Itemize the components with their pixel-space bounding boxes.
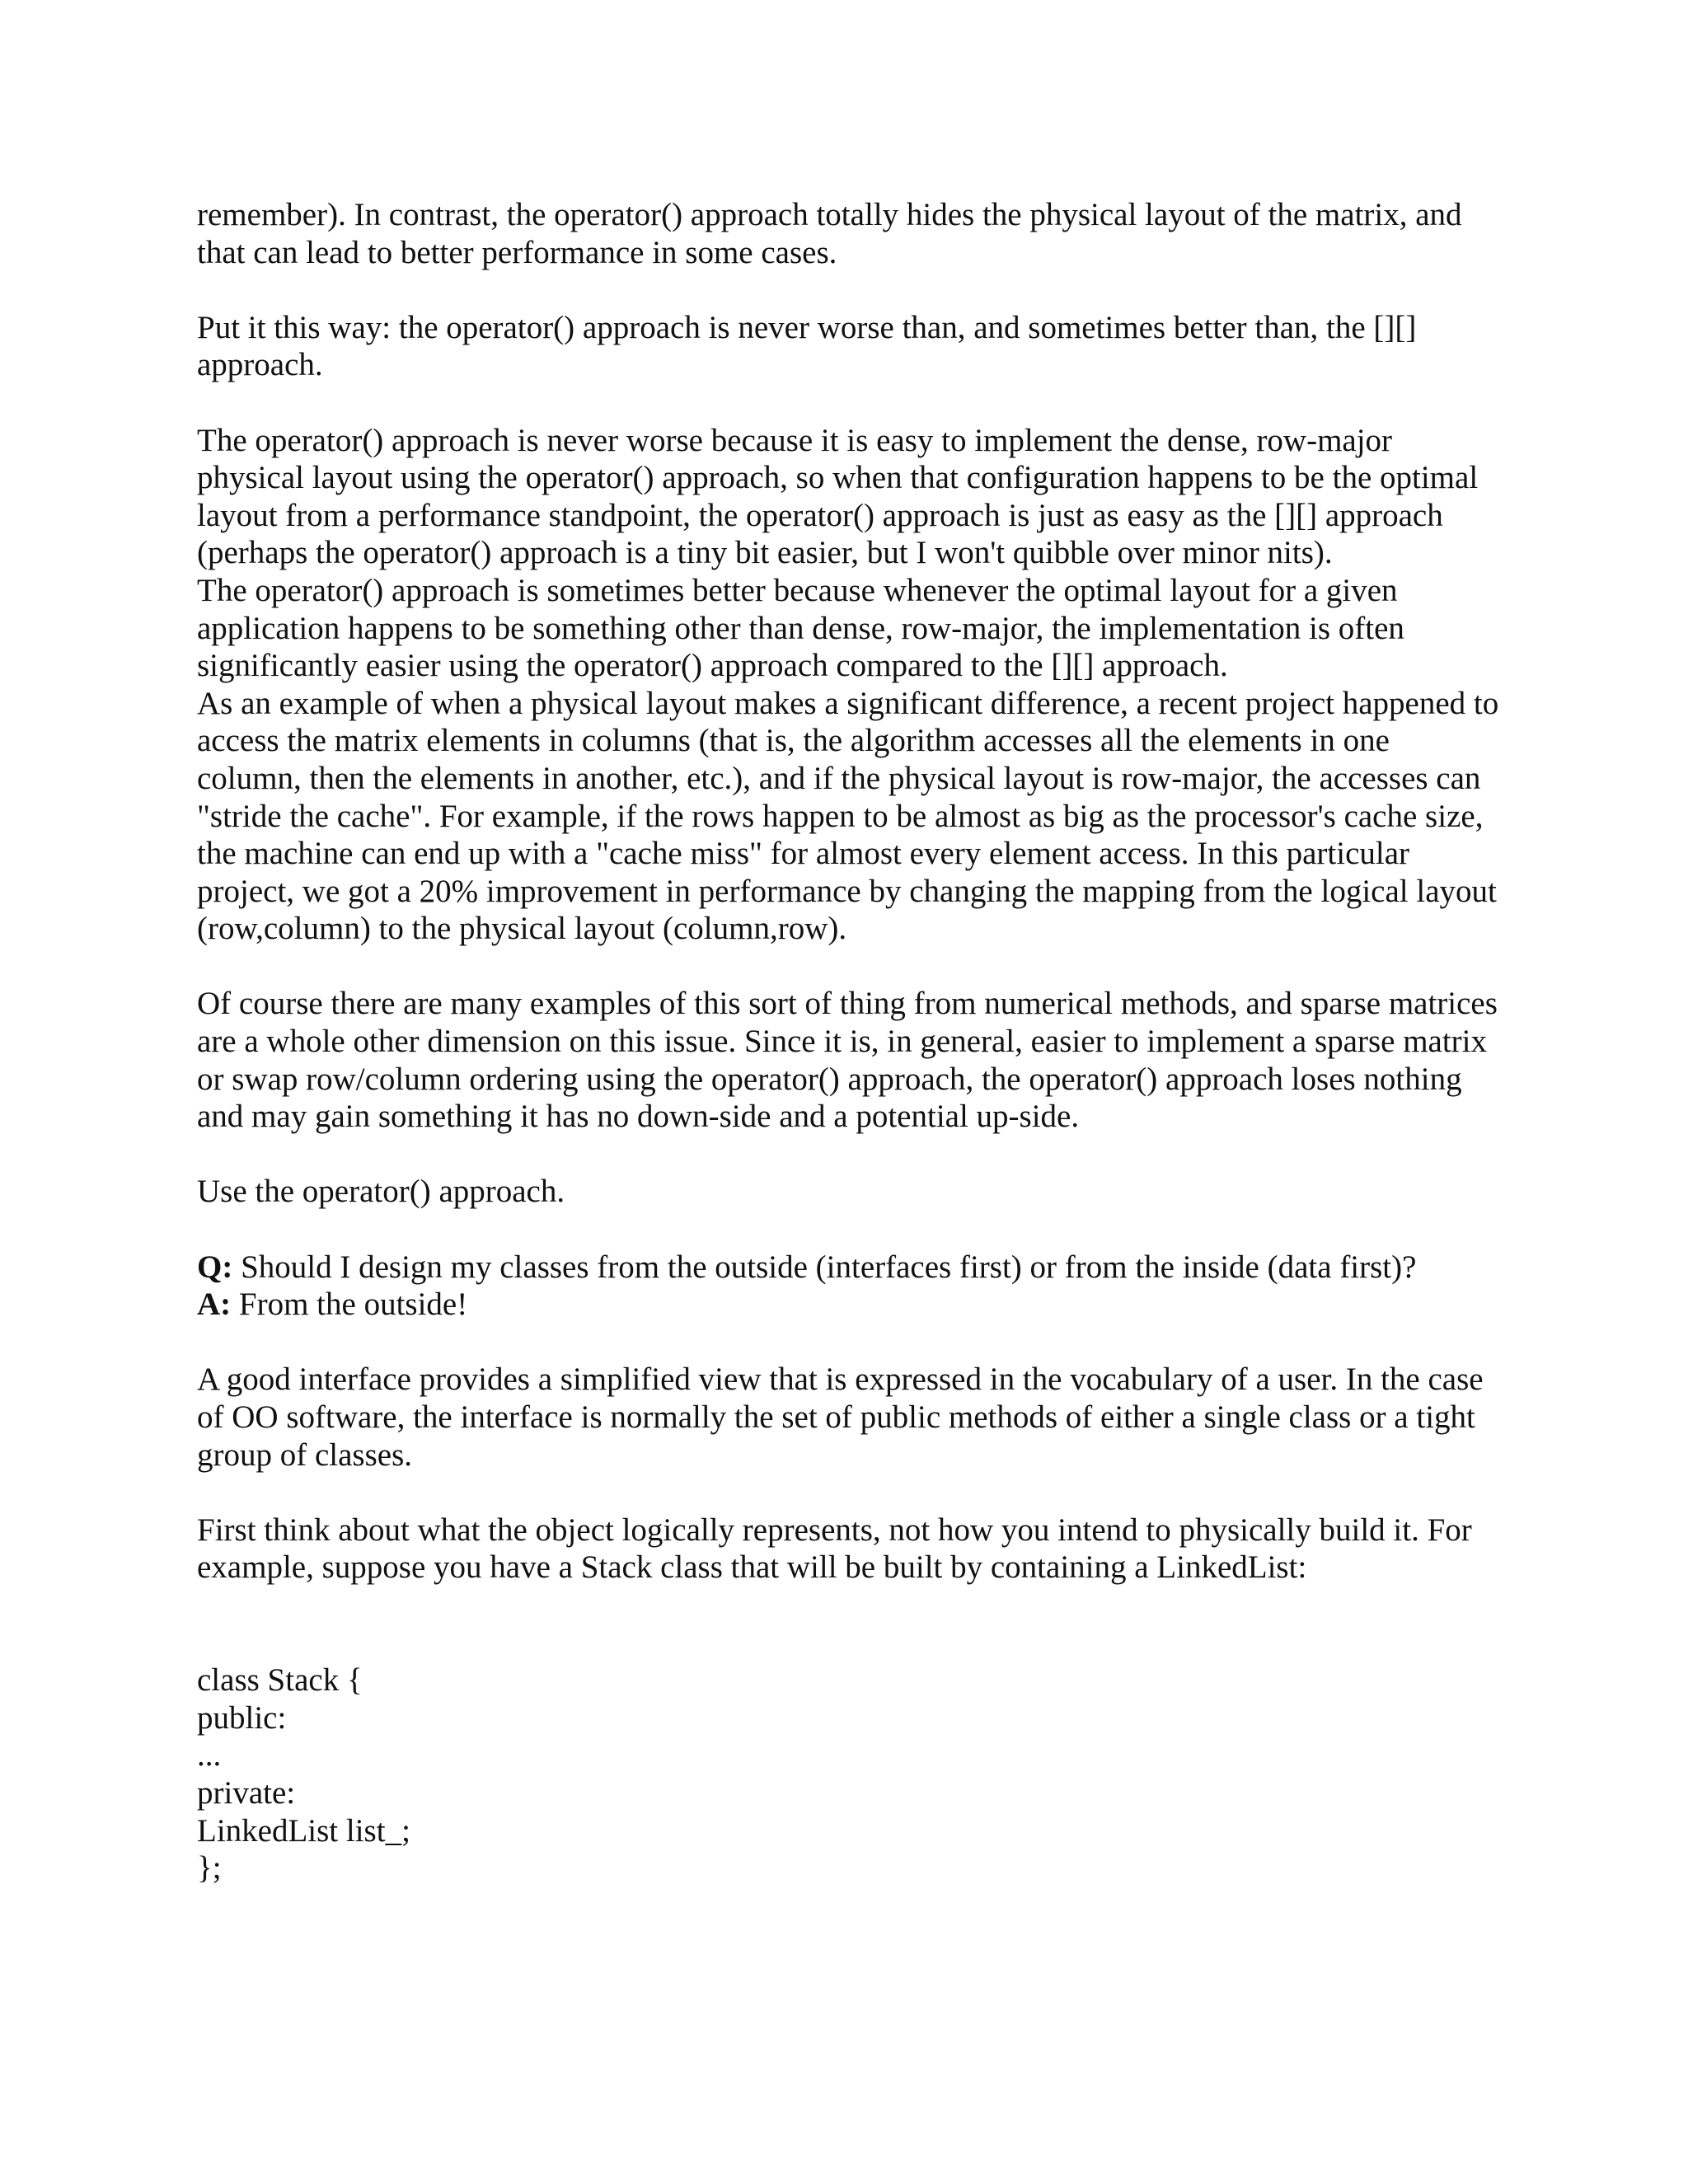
- paragraph-good-interface: A good interface provides a simplified view that is expressed in the vocabulary of a user. In the case of OO software, the interface is normally the set of public methods of either a single class or a tight group of classes.: [197, 1361, 1484, 1473]
- code-line: };: [197, 1850, 222, 1886]
- code-line: class Stack {: [197, 1662, 363, 1699]
- answer-text: From the outside!: [231, 1286, 468, 1323]
- question-line: [197, 1249, 1499, 1286]
- code-line: private:: [197, 1774, 296, 1811]
- code-line: public:: [197, 1699, 287, 1736]
- paragraph-never-worse: The operator() approach is never worse because it is easy to implement the dense, row-major physical layout using the operator() approach, so when that configuration happens to be the optimal layout from a performance standpoint, the operator() approach is just as easy as the [][] approach (perhaps the operator() approach is a tiny bit easier, but I won't quibble over minor nits).: [197, 422, 1479, 571]
- document-body: [197, 196, 1499, 1887]
- paragraph-use-operator: Use the operator() approach.: [197, 1174, 565, 1210]
- paragraph-cache-example: As an example of when a physical layout makes a significant difference, a recent project happened to access the matrix elements in columns (that is, the algorithm accesses all the elements in one column, then the elements in another, etc.), and if the physical layout is row-major, the accesses can "stride the cache". For example, if the rows happen to be almost as big as the processor's cache size, the machine can end up with a "cache miss" for almost every element access. In this particular project, we got a 20% improvement in performance by changing the mapping from the logical layout (row,column) to the physical layout (column,row).: [197, 685, 1499, 947]
- code-line: LinkedList list_;: [197, 1812, 410, 1849]
- question-text: Should I design my classes from the outside (interfaces first) or from the inside (data first)?: [232, 1249, 1417, 1285]
- answer-label: A:: [197, 1286, 232, 1323]
- paragraph-sparse-matrices: Of course there are many examples of this sort of thing from numerical methods, and sparse matrices are a whole other dimension on this issue. Since it is, in general, easier to implement a sparse matrix or swap row/column ordering using the operator() approach, the operator() approach loses nothing and may gain something it has no down-side and a potential up-side.: [197, 986, 1498, 1135]
- code-sample: [197, 1661, 1499, 1887]
- question-label: Q:: [197, 1249, 233, 1285]
- paragraph-sometimes-better: The operator() approach is sometimes better because whenever the optimal layout for a given application happens to be something other than dense, row-major, the implementation is often significantly easier using the operator() approach compared to the [][] approach.: [197, 572, 1404, 684]
- paragraph-put-it-this-way: Put it this way: the operator() approach is never worse than, and sometimes better than, the [][] approach.: [197, 309, 1417, 383]
- answer-line: [197, 1286, 1499, 1324]
- code-line: ...: [197, 1737, 222, 1774]
- paragraph-first-think: First think about what the object logically represents, not how you intend to physically build it. For example, suppose you have a Stack class that will be built by containing a LinkedList:: [197, 1511, 1472, 1586]
- paragraph-operator-hides-layout: remember). In contrast, the operator() approach totally hides the physical layout of the matrix, and that can lead to better performance in some cases.: [197, 197, 1462, 270]
